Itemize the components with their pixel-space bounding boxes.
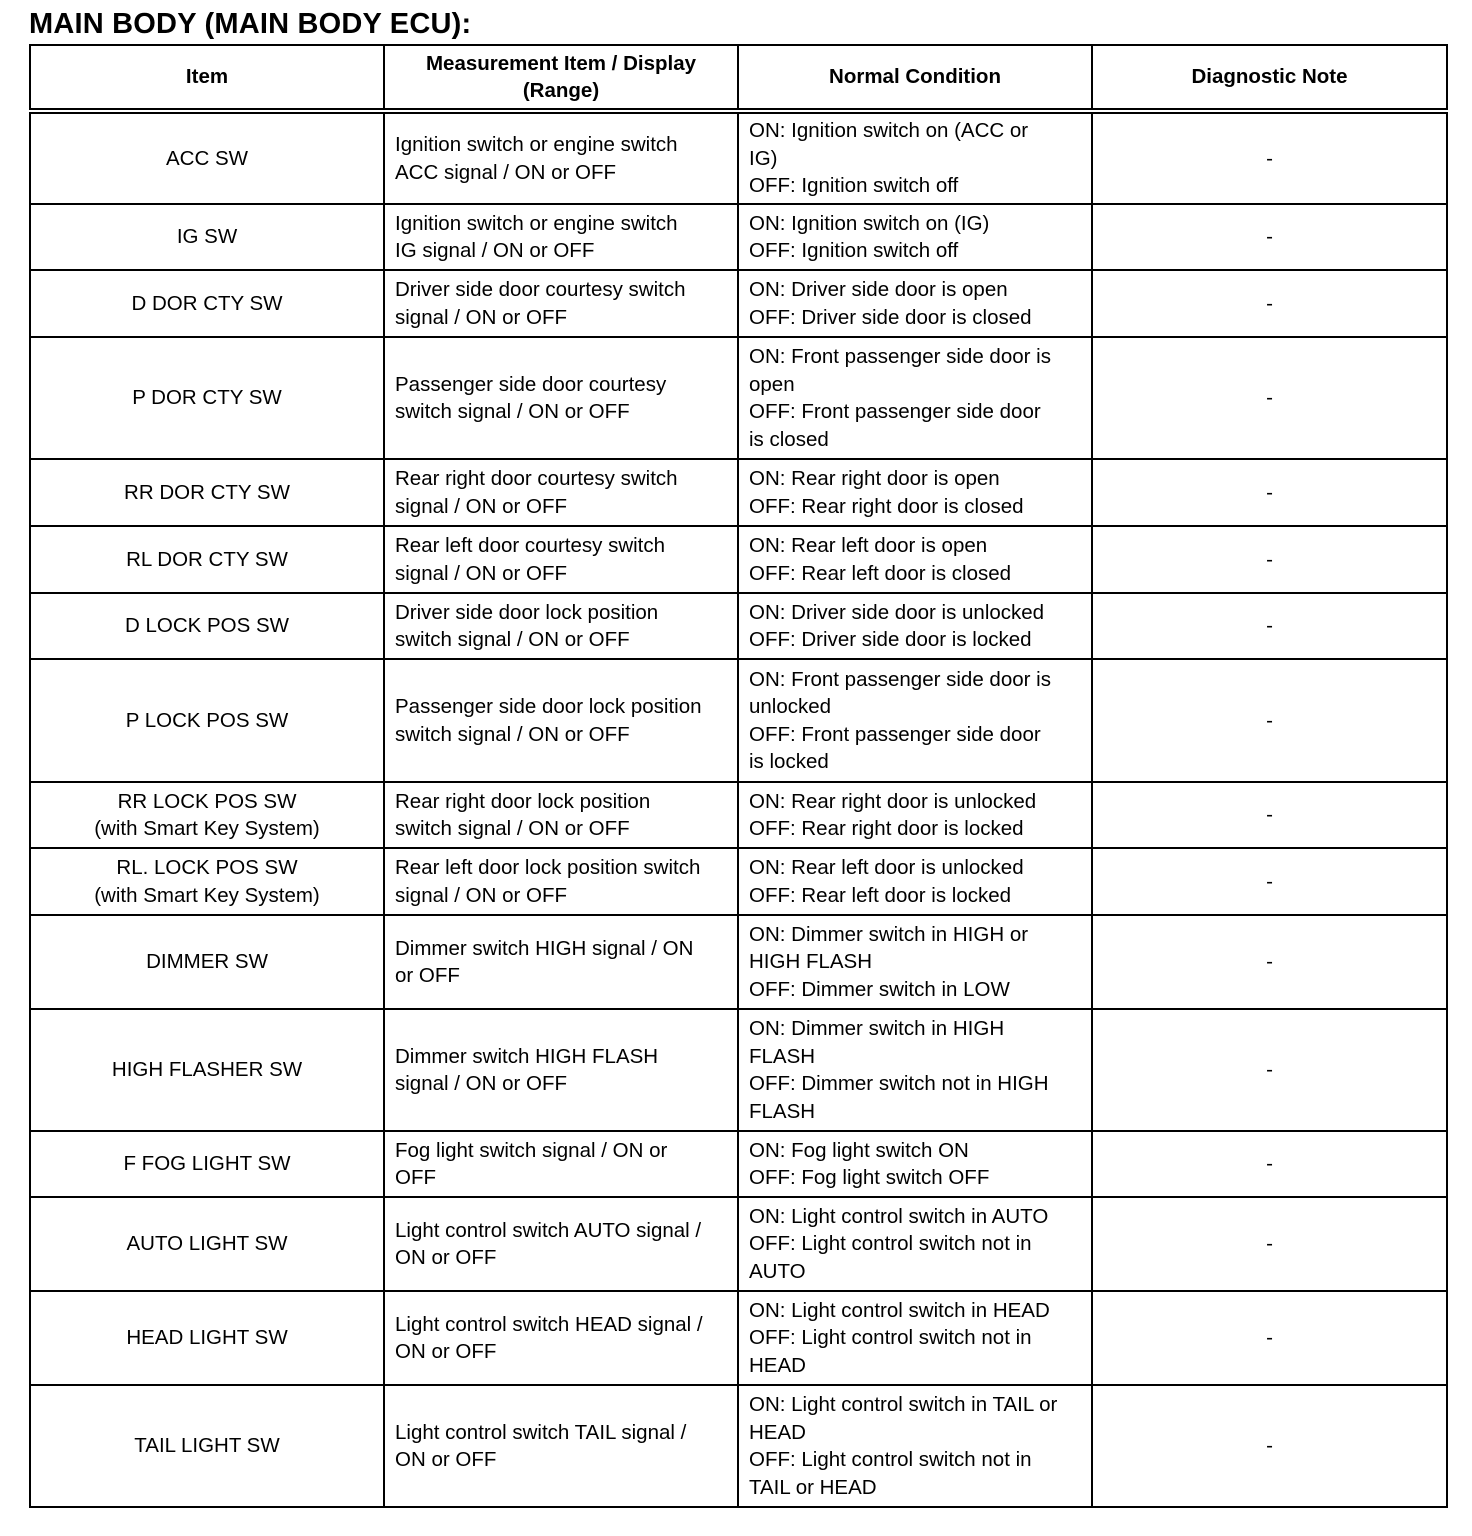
measurement-cell: Driver side door courtesy switch signal / ON or OFF (384, 270, 738, 337)
header-measurement: Measurement Item / Display (Range) (384, 45, 738, 111)
table-row (30, 459, 1447, 526)
header-normal-condition: Normal Condition (738, 45, 1092, 111)
diagnostic-note-cell: - (1092, 659, 1447, 782)
table-row (30, 111, 1447, 204)
header-diagnostic-note: Diagnostic Note (1092, 45, 1447, 111)
measurement-cell: Passenger side door courtesy switch signal / ON or OFF (384, 337, 738, 459)
item-cell: HEAD LIGHT SW (30, 1291, 384, 1385)
data-list-table (29, 44, 1448, 1508)
measurement-cell: Dimmer switch HIGH FLASH signal / ON or OFF (384, 1009, 738, 1131)
diagnostic-note-cell: - (1092, 1385, 1447, 1507)
measurement-cell: Rear right door courtesy switch signal / ON or OFF (384, 459, 738, 526)
item-cell: TAIL LIGHT SW (30, 1385, 384, 1507)
item-cell: P LOCK POS SW (30, 659, 384, 782)
diagnostic-note-cell: - (1092, 459, 1447, 526)
normal-condition-cell: ON: Driver side door is unlocked OFF: Driver side door is locked (738, 593, 1092, 659)
measurement-cell: Rear left door lock position switch signal / ON or OFF (384, 848, 738, 915)
item-cell: RR DOR CTY SW (30, 459, 384, 526)
measurement-cell: Ignition switch or engine switch IG signal / ON or OFF (384, 204, 738, 270)
normal-condition-cell: ON: Fog light switch ON OFF: Fog light switch OFF (738, 1131, 1092, 1197)
measurement-cell: Passenger side door lock position switch signal / ON or OFF (384, 659, 738, 782)
table-row (30, 1291, 1447, 1385)
diagnostic-note-cell: - (1092, 111, 1447, 204)
table-row (30, 848, 1447, 915)
normal-condition-cell: ON: Rear left door is unlocked OFF: Rear left door is locked (738, 848, 1092, 915)
table-row (30, 1131, 1447, 1197)
table-row (30, 270, 1447, 337)
diagnostic-note-cell: - (1092, 1291, 1447, 1385)
table-row (30, 782, 1447, 848)
measurement-cell: Rear left door courtesy switch signal / ON or OFF (384, 526, 738, 593)
diagnostic-note-cell: - (1092, 848, 1447, 915)
diagnostic-note-cell: - (1092, 204, 1447, 270)
measurement-cell: Light control switch HEAD signal / ON or OFF (384, 1291, 738, 1385)
diagnostic-note-cell: - (1092, 270, 1447, 337)
item-cell: D LOCK POS SW (30, 593, 384, 659)
table-row (30, 1009, 1447, 1131)
table-row (30, 204, 1447, 270)
normal-condition-cell: ON: Ignition switch on (IG) OFF: Ignition switch off (738, 204, 1092, 270)
diagnostic-note-cell: - (1092, 782, 1447, 848)
normal-condition-cell: ON: Ignition switch on (ACC or IG) OFF: Ignition switch off (738, 111, 1092, 204)
normal-condition-cell: ON: Rear right door is unlocked OFF: Rear right door is locked (738, 782, 1092, 848)
item-cell: RL. LOCK POS SW (with Smart Key System) (30, 848, 384, 915)
normal-condition-cell: ON: Rear right door is open OFF: Rear right door is closed (738, 459, 1092, 526)
table-row (30, 526, 1447, 593)
normal-condition-cell: ON: Light control switch in HEAD OFF: Light control switch not in HEAD (738, 1291, 1092, 1385)
diagnostic-note-cell: - (1092, 337, 1447, 459)
header-item: Item (30, 45, 384, 111)
item-cell: ACC SW (30, 111, 384, 204)
normal-condition-cell: ON: Dimmer switch in HIGH FLASH OFF: Dimmer switch not in HIGH FLASH (738, 1009, 1092, 1131)
normal-condition-cell: ON: Light control switch in TAIL or HEAD OFF: Light control switch not in TAIL or HEAD (738, 1385, 1092, 1507)
item-cell: DIMMER SW (30, 915, 384, 1009)
item-cell: P DOR CTY SW (30, 337, 384, 459)
item-cell: AUTO LIGHT SW (30, 1197, 384, 1291)
item-cell: HIGH FLASHER SW (30, 1009, 384, 1131)
diagnostic-note-cell: - (1092, 915, 1447, 1009)
table-row (30, 659, 1447, 782)
measurement-cell: Ignition switch or engine switch ACC signal / ON or OFF (384, 111, 738, 204)
page-title: MAIN BODY (MAIN BODY ECU): (29, 8, 472, 40)
diagnostic-note-cell: - (1092, 593, 1447, 659)
item-cell: F FOG LIGHT SW (30, 1131, 384, 1197)
measurement-cell: Light control switch AUTO signal / ON or OFF (384, 1197, 738, 1291)
table-body (30, 111, 1447, 1507)
normal-condition-cell: ON: Light control switch in AUTO OFF: Light control switch not in AUTO (738, 1197, 1092, 1291)
normal-condition-cell: ON: Rear left door is open OFF: Rear left door is closed (738, 526, 1092, 593)
item-cell: RL DOR CTY SW (30, 526, 384, 593)
measurement-cell: Rear right door lock position switch signal / ON or OFF (384, 782, 738, 848)
diagnostic-note-cell: - (1092, 1009, 1447, 1131)
item-cell: D DOR CTY SW (30, 270, 384, 337)
measurement-cell: Dimmer switch HIGH signal / ON or OFF (384, 915, 738, 1009)
item-cell: IG SW (30, 204, 384, 270)
table-row (30, 1197, 1447, 1291)
measurement-cell: Light control switch TAIL signal / ON or OFF (384, 1385, 738, 1507)
measurement-cell: Driver side door lock position switch signal / ON or OFF (384, 593, 738, 659)
measurement-cell: Fog light switch signal / ON or OFF (384, 1131, 738, 1197)
item-cell: RR LOCK POS SW (with Smart Key System) (30, 782, 384, 848)
diagnostic-note-cell: - (1092, 526, 1447, 593)
table-row (30, 915, 1447, 1009)
diagnostic-note-cell: - (1092, 1197, 1447, 1291)
table-row (30, 1385, 1447, 1507)
normal-condition-cell: ON: Front passenger side door is unlocked OFF: Front passenger side door is locked (738, 659, 1092, 782)
normal-condition-cell: ON: Driver side door is open OFF: Driver side door is closed (738, 270, 1092, 337)
table-header (30, 45, 1447, 111)
header-row (30, 45, 1447, 111)
diagnostic-note-cell: - (1092, 1131, 1447, 1197)
normal-condition-cell: ON: Front passenger side door is open OFF: Front passenger side door is closed (738, 337, 1092, 459)
table-row (30, 337, 1447, 459)
table-row (30, 593, 1447, 659)
normal-condition-cell: ON: Dimmer switch in HIGH or HIGH FLASH OFF: Dimmer switch in LOW (738, 915, 1092, 1009)
